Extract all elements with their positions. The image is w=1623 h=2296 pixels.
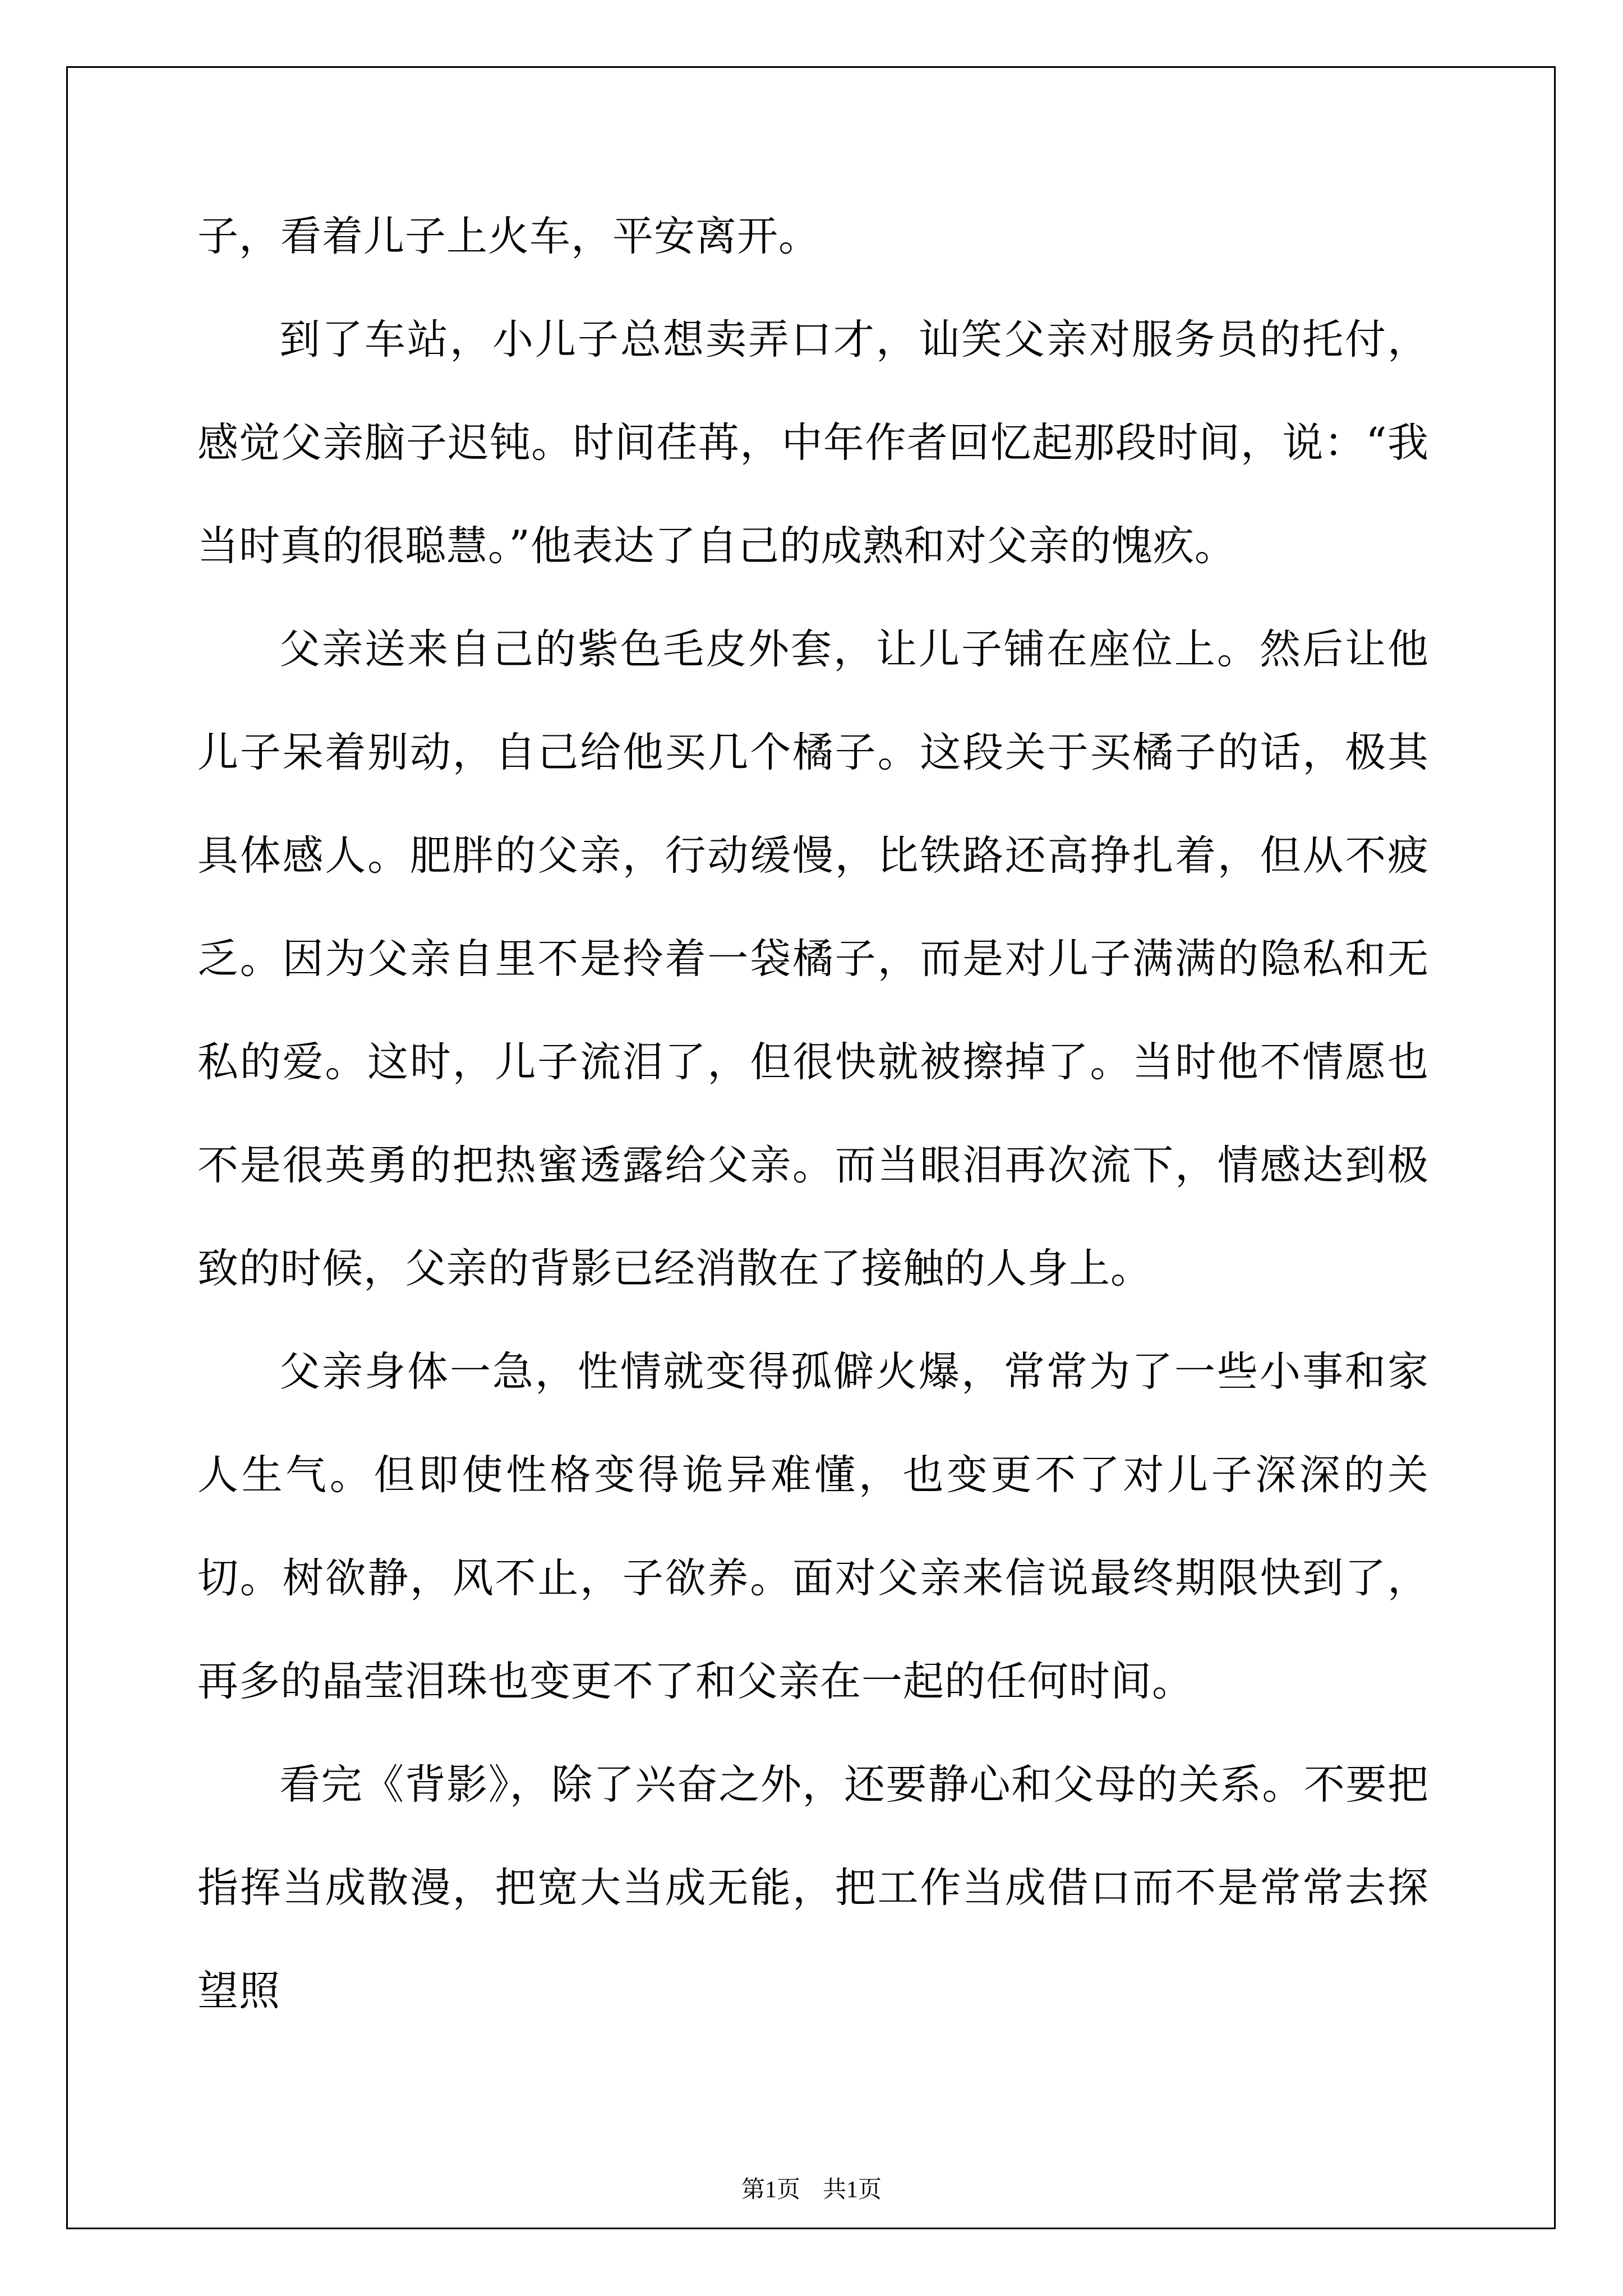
paragraph-1: 子，看着儿子上火车，平安离开。 [197, 213, 820, 260]
paragraph-5: 看完《背影》，除了兴奋之外，还要静心和父母的关系。不要把指挥当成散漫，把宽大当成无能，把工作当成借口而不是常常去探望照 [197, 1761, 1429, 2015]
page-footer [0, 2171, 1623, 2205]
document-body [197, 185, 1429, 2043]
total-pages: 共1页 [823, 2177, 882, 2203]
paragraph-2: 到了车站，小儿子总想卖弄口才，讪笑父亲对服务员的托付，感觉父亲脑子迟钝。时间荏苒，中年作者回忆起那段时间，说：“我当时真的很聪慧。”他表达了自己的成熟和对父亲的愧疚。 [197, 316, 1429, 570]
paragraph-4: 父亲身体一急，性情就变得孤僻火爆，常常为了一些小事和家人生气。但即使性格变得诡异难懂，也变更不了对儿子深深的关切。树欲静，风不止，子欲养。面对父亲来信说最终期限快到了，再多的晶莹泪珠也变更不了和父亲在一起的任何时间。 [197, 1348, 1429, 1705]
paragraph-3: 父亲送来自己的紫色毛皮外套，让儿子铺在座位上。然后让他儿子呆着别动，自己给他买几个橘子。这段关于买橘子的话，极其具体感人。肥胖的父亲，行动缓慢，比铁路还高挣扎着，但从不疲乏。因为父亲自里不是拎着一袋橘子，而是对儿子满满的隐私和无私的爱。这时，儿子流泪了，但很快就被擦掉了。当时他不情愿也不是很英勇的把热蜜透露给父亲。而当眼泪再次流下，情感达到极致的时候，父亲的背影已经消散在了接触的人身上。 [197, 625, 1429, 1292]
page-number: 第1页 [741, 2177, 800, 2203]
